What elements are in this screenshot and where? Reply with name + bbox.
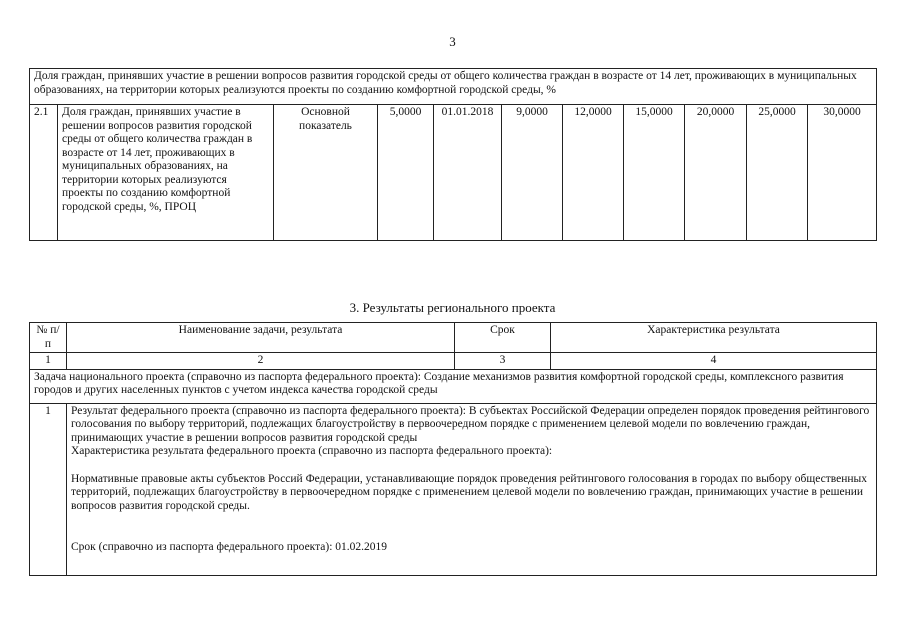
indicator-value-6: 30,0000: [808, 105, 877, 241]
page-number: 3: [449, 34, 456, 49]
header-number-1: 1: [30, 353, 67, 370]
indicator-value-5: 25,0000: [747, 105, 808, 241]
indicator-value-4: 20,0000: [685, 105, 747, 241]
indicator-base-date: 01.01.2018: [434, 105, 502, 241]
header-characteristic: Характеристика результата: [551, 323, 877, 353]
result-deadline: Срок (справочно из паспорта федерального проекта): 01.02.2019: [71, 541, 388, 553]
header-deadline: Срок: [455, 323, 551, 353]
result-cell: [67, 403, 877, 575]
result-number: 1: [30, 403, 67, 575]
characteristic-label: Характеристика результата федерального проекта (справочно из паспорта федерального проекта):: [71, 445, 553, 457]
national-task: Задача национального проекта (справочно из паспорта федерального проекта): Создание механизмов развития комфортной городской среды, комплексного развития городов и других населенных пунктов с учетом индекса качества городской среды: [30, 369, 877, 403]
header-number: № п/п: [30, 323, 67, 353]
header-number-4: 4: [551, 353, 877, 370]
indicator-type: Основной показатель: [274, 105, 378, 241]
characteristic-text: Нормативные правовые акты субъектов Россий Федерации, устанавливающие порядок проведения рейтингового голосования в городах по выбору общественных территорий, подлежащих благоустройству в первоочередном порядке с применением целевой модели по вовлечению граждан, принимающих участие в решении вопросов развития городской среды.: [71, 472, 867, 512]
indicator-value-2: 12,0000: [563, 105, 624, 241]
header-number-3: 3: [455, 353, 551, 370]
indicator-value-3: 15,0000: [624, 105, 685, 241]
indicator-value-1: 9,0000: [502, 105, 563, 241]
indicator-number: 2.1: [30, 105, 58, 241]
header-number-2: 2: [67, 353, 455, 370]
results-table: [29, 322, 877, 576]
indicator-header: Доля граждан, принявших участие в решении вопросов развития городской среды от общего количества граждан в возрасте от 14 лет, проживающих в муниципальных образованиях, на территории которых реализуются проекты по созданию комфортной городской среды, %: [30, 69, 877, 105]
indicator-table: [29, 68, 877, 241]
header-name: Наименование задачи, результата: [67, 323, 455, 353]
indicator-base-value: 5,0000: [378, 105, 434, 241]
indicator-name: Доля граждан, принявших участие в решении вопросов развития городской среды от общего количества граждан в возрасте от 14 лет, проживающих в муниципальных образованиях, на территории которых реализуются проекты по созданию комфортной городской среды, %, ПРОЦ: [58, 105, 274, 241]
section-title: 3. Результаты регионального проекта: [349, 300, 556, 315]
result-text: Результат федерального проекта (справочно из паспорта федерального проекта): В субъектах Российской Федерации определен порядок проведения рейтингового голосования по выбору территорий, подлежащих благоустройству в первоочередном порядке с применением целевой модели по вовлечению граждан, принимающих участие в решении вопросов развития городской среды: [71, 404, 870, 444]
